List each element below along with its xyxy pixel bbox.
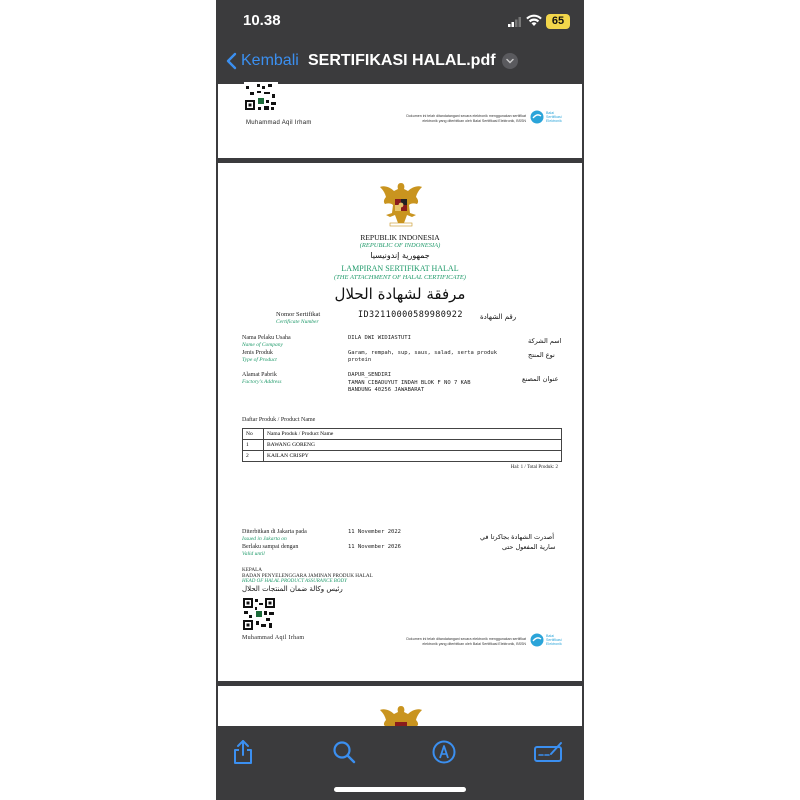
product-list-title: Daftar Produk / Product Name (242, 417, 316, 423)
chevron-down-icon (502, 53, 518, 69)
valid-label-ar: سارية المفعول حتى (502, 543, 556, 551)
pdf-page-previous (218, 84, 582, 158)
home-indicator[interactable] (334, 787, 466, 792)
table-cell-product: BAWANG GORENG (264, 440, 562, 451)
markup-icon[interactable] (432, 740, 456, 764)
nav-bar (216, 44, 584, 82)
table-cell-no: 1 (243, 440, 264, 451)
qr-code-icon (242, 597, 276, 631)
factory-address-value: DAPUR_SENDIRI TAMAN CIBADUYUT INDAH BLOK F NO 7 KAB BANDUNG 40256 JAWABARAT (348, 372, 471, 393)
head-agency: BADAN PENYELENGGARA JAMINAN PRODUK HALAL (242, 573, 373, 579)
bse-note: Dokumen ini telah ditandatangani secara elektronik menggunakan sertifikat elektronik yang diterbitkan oleh Balai Sertifikasi Elektronik, BSSN (406, 114, 526, 123)
country-name: REPUBLIK INDONESIA (360, 233, 440, 242)
cert-number-label-en: Certificate Number (276, 319, 319, 325)
head-title: KEPALA (242, 567, 262, 573)
wifi-icon (526, 14, 542, 27)
chevron-left-icon (226, 52, 237, 70)
issued-label: Diterbitkan di Jakarta pada (242, 529, 307, 535)
table-header-product: Nama Produk / Product Name (264, 429, 562, 440)
garuda-emblem-icon (378, 702, 424, 726)
back-label: Kembali (241, 52, 299, 69)
cert-number-label: Nomor Sertifikat (276, 311, 321, 318)
garuda-emblem-icon (378, 179, 424, 229)
table-header-row (243, 429, 562, 440)
cert-number-label-ar: رقم الشهادة (480, 313, 517, 321)
company-label-ar: اسم الشركة (528, 337, 562, 345)
bse-note: Dokumen ini telah ditandatangani secara elektronik menggunakan sertifikat elektronik yang diterbitkan oleh Balai Sertifikasi Elektronik, BSSN (406, 637, 526, 646)
company-label: Nama Pelaku Usaha (242, 335, 291, 341)
table-cell-no: 2 (243, 451, 264, 462)
company-label-en: Name of Company (242, 342, 283, 348)
cert-number-value: ID32110000589980922 (358, 310, 463, 320)
table-row (243, 451, 562, 462)
cellular-signal-icon (508, 17, 522, 27)
bse-logo-icon (530, 110, 544, 124)
head-agency-ar: رئيس وكالة ضمان المنتجات الحلال (242, 585, 343, 593)
country-name-ar: جمهورية إندونيسيا (370, 251, 430, 260)
page-info: Hal: 1 / Total Produk: 2 (510, 465, 558, 470)
document-title: SERTIFIKASI HALAL.pdf (308, 52, 496, 69)
valid-label: Berlaku sampai dengan (242, 544, 299, 550)
status-bar (216, 0, 584, 44)
head-agency-en: HEAD OF HALAL PRODUCT ASSURANCE BODY (242, 579, 347, 584)
valid-date: 11 November 2026 (348, 544, 401, 550)
product-type-value: Garam, rempah, sup, saus, salad, serta produk protein (348, 350, 498, 363)
battery-badge: 65 (546, 14, 570, 29)
issued-label-ar: أصدرت الشهادة بجاكرتا في (480, 533, 555, 541)
search-icon[interactable] (332, 740, 356, 764)
factory-label-ar: عنوان المصنع (522, 375, 559, 383)
pdf-page-next (218, 686, 582, 726)
issued-date: 11 November 2022 (348, 529, 401, 535)
table-header-no: No (243, 429, 264, 440)
country-name-en: (REPUBLIC OF INDONESIA) (359, 242, 441, 249)
bse-logo: Balai Sertifikasi Elektronik (530, 633, 562, 647)
share-icon[interactable] (232, 739, 254, 765)
table-row (243, 440, 562, 451)
back-button[interactable] (226, 52, 299, 70)
issued-label-en: Issued in Jakarta on (242, 536, 287, 542)
table-cell-product: KAILAN CRISPY (264, 451, 562, 462)
signer-name: Muhammad Aqil Irham (246, 120, 312, 126)
product-table (242, 428, 562, 462)
status-time: 10.38 (243, 12, 281, 29)
factory-label: Alamat Pabrik (242, 372, 277, 378)
product-type-label-en: Type of Product (242, 357, 277, 363)
sign-icon[interactable] (534, 741, 564, 763)
pdf-page-attachment (218, 163, 582, 681)
document-heading-en: (THE ATTACHMENT OF HALAL CERTIFICATE) (334, 274, 466, 281)
company-value: DILA DWI WIDIASTUTI (348, 335, 411, 341)
document-title-menu[interactable] (308, 52, 518, 70)
valid-label-en: Valid until (242, 551, 265, 557)
bse-logo: Balai Sertifikasi Elektronik (530, 110, 562, 124)
qr-code-icon (244, 82, 278, 116)
signer-name: Muhammad Aqil Irham (242, 635, 305, 641)
product-type-label: Jenis Produk (242, 350, 273, 356)
product-type-label-ar: نوع المنتج (528, 351, 555, 359)
document-heading-ar: مرفقة لشهادة الحلال (334, 285, 466, 303)
factory-label-en: Factory's Address (242, 379, 282, 385)
document-heading: LAMPIRAN SERTIFIKAT HALAL (341, 264, 459, 273)
phone-screen (216, 0, 584, 800)
bse-logo-icon (530, 633, 544, 647)
